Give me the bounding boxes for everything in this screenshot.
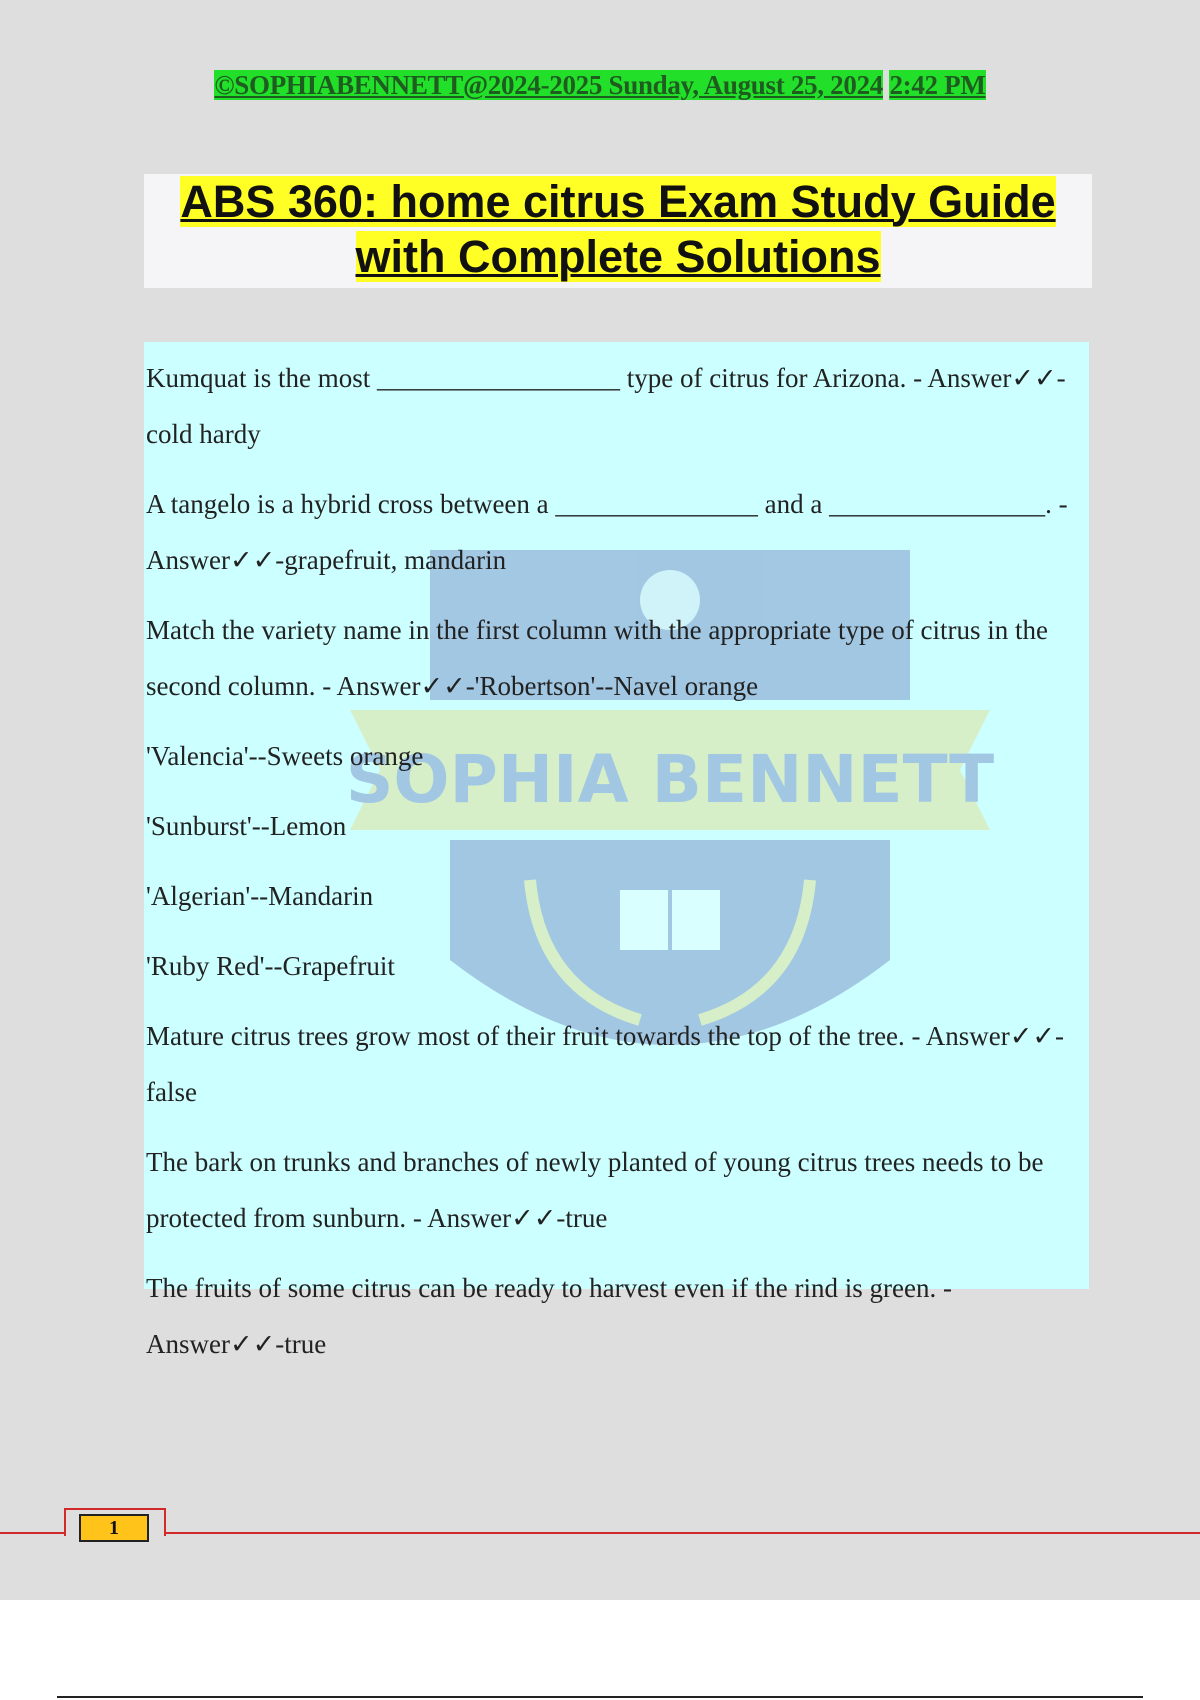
title-line-1: ABS 360: home citrus Exam Study Guide [180, 176, 1056, 227]
question-answer-list [146, 350, 1086, 1386]
watermark-text: SOPHIA BENNETT [345, 741, 995, 818]
qa-item: A tangelo is a hybrid cross between a _______________ and a ________________. - Answer✓✓-grapefruit, mandarin [146, 489, 1068, 575]
qa-item: 'Sunburst'--Lemon [146, 811, 347, 841]
header-time: 2:42 PM [889, 70, 986, 100]
qa-item: The fruits of some citrus can be ready to harvest even if the rind is green. - Answer✓✓-true [146, 1273, 952, 1359]
qa-item: Mature citrus trees grow most of their fruit towards the top of the tree. - Answer✓✓-false [146, 1021, 1064, 1107]
footer-divider [0, 1532, 1200, 1534]
qa-item: The bark on trunks and branches of newly planted of young citrus trees needs to be protected from sunburn. - Answer✓✓-true [146, 1147, 1044, 1233]
qa-item: Kumquat is the most __________________ type of citrus for Arizona. - Answer✓✓-cold hardy [146, 363, 1066, 449]
page-header [0, 70, 1200, 101]
page-number: 1 [79, 1514, 149, 1542]
qa-item: Match the variety name in the first column with the appropriate type of citrus in the second column. - Answer✓✓-'Robertson'--Navel orange [146, 615, 1048, 701]
qa-item: 'Algerian'--Mandarin [146, 881, 374, 911]
document-title [144, 174, 1092, 288]
title-line-2: with Complete Solutions [355, 231, 881, 282]
header-copyright: ©SOPHIABENNETT@2024-2025 Sunday, August 25, 2024 [214, 70, 883, 100]
next-page-rule [57, 1696, 1143, 1698]
qa-item: 'Valencia'--Sweets orange [146, 741, 424, 771]
qa-item: 'Ruby Red'--Grapefruit [146, 951, 395, 981]
